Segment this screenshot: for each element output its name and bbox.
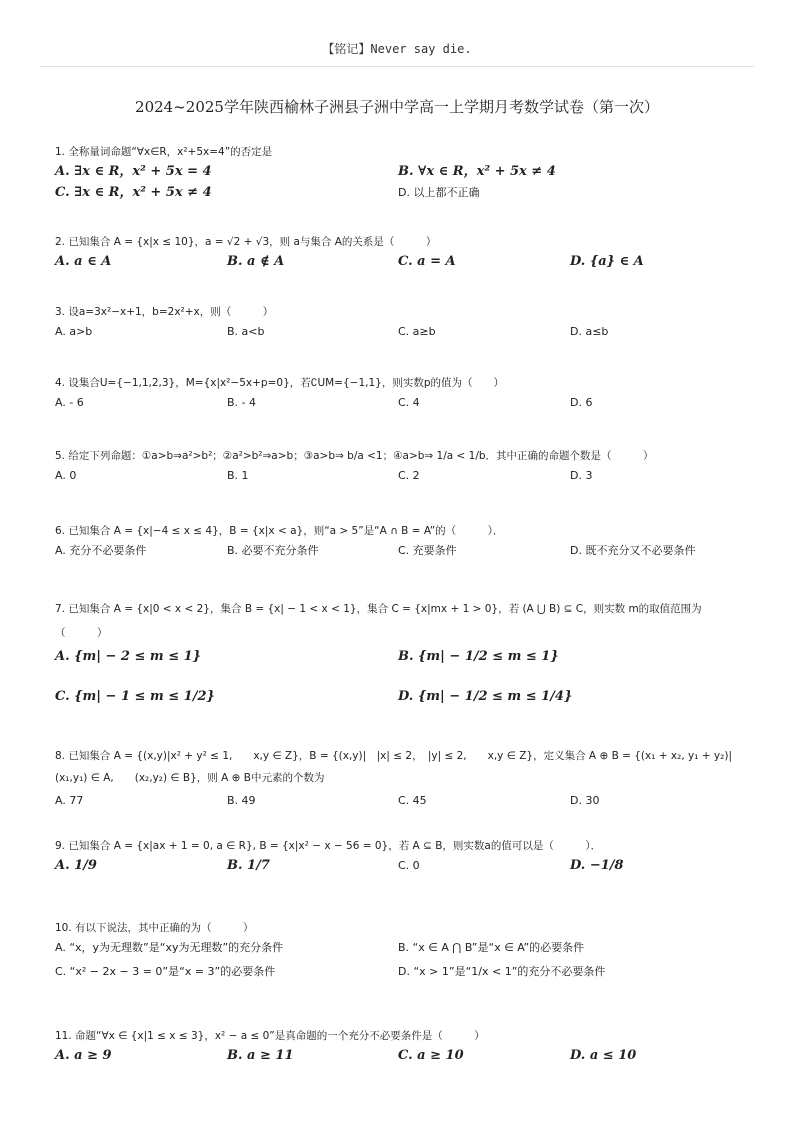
option-d: D. 既不充分又不必要条件 (570, 544, 696, 557)
option-b: B. 1 (227, 469, 249, 482)
option-b: B. 1/7 (227, 858, 270, 873)
option-d: D. {a} ∈ A (570, 254, 644, 269)
option-b: B. {m| − 1/2 ≤ m ≤ 1} (398, 649, 559, 664)
option-b: B. ∀x ∈ R，x² + 5x ≠ 4 (398, 164, 556, 179)
question-4 (55, 375, 745, 414)
option-a: A. 1/9 (55, 858, 97, 873)
question-9 (55, 838, 745, 885)
question-stem: 5. 给定下列命题：①a>b⇒a²>b²；②a²>b²⇒a>b；③a>b⇒ b/a <1；④a>b⇒ 1/a < 1/b．其中正确的命题个数是（ ） (55, 450, 654, 462)
option-a: A. 充分不必要条件 (55, 544, 147, 557)
option-c: C. 4 (398, 396, 420, 409)
option-b: B. a ∉ A (227, 254, 285, 269)
option-b: B. a ≥ 11 (227, 1048, 294, 1063)
page-header-motto: 【铭记】Never say die. (322, 42, 472, 56)
option-c: C. “x² − 2x − 3 = 0”是“x = 3”的必要条件 (55, 965, 276, 978)
option-a: A. - 6 (55, 396, 84, 409)
question-1 (55, 144, 745, 203)
option-c: C. {m| − 1 ≤ m ≤ 1/2} (55, 689, 215, 704)
option-d: D. −1/8 (570, 858, 624, 873)
option-d: D. a ≤ 10 (570, 1048, 637, 1063)
question-5 (55, 448, 745, 487)
option-a: A. ∃x ∈ R，x² + 5x = 4 (55, 164, 212, 179)
question-stem: 11. 命题“∀x ∈ {x|1 ≤ x ≤ 3}，x² − a ≤ 0”是真命题的一个充分不必要条件是（ ） (55, 1030, 485, 1042)
option-b: B. - 4 (227, 396, 257, 409)
option-c: C. 充要条件 (398, 544, 457, 557)
option-c: C. 45 (398, 794, 427, 807)
option-c: C. a ≥ 10 (398, 1048, 464, 1063)
option-d: D. 以上都不正确 (398, 186, 480, 199)
option-d: D. {m| − 1/2 ≤ m ≤ 1/4} (398, 689, 573, 704)
question-stem: 3. 设a=3x²−x+1，b=2x²+x，则（ ） (55, 306, 274, 318)
option-a: A. a ≥ 9 (55, 1048, 112, 1063)
question-stem: 9. 已知集合 A = {x|ax + 1 = 0, a ∈ R}, B = {x|x² − x − 56 = 0}，若 A ⊆ B，则实数a的值可以是（ ）． (55, 840, 602, 852)
question-2 (55, 234, 745, 273)
option-d: D. a≤b (570, 325, 609, 338)
header-divider (40, 66, 754, 67)
option-a: A. 0 (55, 469, 77, 482)
option-a: A. a ∈ A (55, 254, 112, 269)
question-6 (55, 523, 745, 562)
option-c: C. 0 (398, 859, 420, 872)
option-d: D. “x > 1”是“1/x < 1”的充分不必要条件 (398, 965, 606, 978)
question-stem: 8. 已知集合 A = {(x,y)|x² + y² ≤ 1, x,y ∈ Z}，B = {(x,y)| |x| ≤ 2， |y| ≤ 2, x,y ∈ Z}，定义集合 A ⊕ B = {(x₁ + x₂, y₁ + y₂)|(x₁,y₁) ∈ A, (x₂,y₂) ∈ B}，则 A ⊕ B中元素的个数为 (55, 750, 732, 784)
option-a: A. {m| − 2 ≤ m ≤ 1} (55, 649, 202, 664)
option-c: C. a≥b (398, 325, 436, 338)
option-a: A. 77 (55, 794, 84, 807)
option-b: B. a<b (227, 325, 265, 338)
option-c: C. 2 (398, 469, 420, 482)
option-d: D. 30 (570, 794, 600, 807)
question-stem: 6. 已知集合 A = {x|−4 ≤ x ≤ 4}，B = {x|x < a}，则“a > 5”是“A ∩ B = A”的（ ）． (55, 525, 504, 537)
question-stem: 2. 已知集合 A = {x|x ≤ 10}，a = √2 + √3，则 a与集合 A的关系是（ ） (55, 236, 437, 248)
option-a: A. “x，y为无理数”是“xy为无理数”的充分条件 (55, 941, 284, 954)
question-3 (55, 304, 745, 343)
exam-title: 2024~2025学年陕西榆林子洲县子洲中学高一上学期月考数学试卷（第一次） (135, 98, 659, 116)
option-c: C. a = A (398, 254, 456, 269)
option-a: A. a>b (55, 325, 93, 338)
question-stem: 7. 已知集合 A = {x|0 < x < 2}，集合 B = {x| − 1 < x < 1}，集合 C = {x|mx + 1 > 0}，若 (A ⋃ B) ⊆ C，则实数 m的取值范围为（ ） (55, 603, 702, 639)
question-8 (55, 745, 745, 812)
option-b: B. 必要不充分条件 (227, 544, 319, 557)
option-b: B. 49 (227, 794, 256, 807)
question-10 (55, 920, 745, 985)
option-d: D. 3 (570, 469, 593, 482)
question-stem: 1. 全称量词命题“∀x∈R，x²+5x=4”的否定是 (55, 146, 273, 158)
question-stem: 4. 设集合U={−1,1,2,3}，M={x|x²−5x+p=0}，若∁UM={−1,1}，则实数p的值为（ ） (55, 377, 505, 389)
option-b: B. “x ∈ A ⋂ B”是“x ∈ A”的必要条件 (398, 941, 585, 954)
option-d: D. 6 (570, 396, 593, 409)
question-7 (55, 597, 745, 726)
question-stem: 10. 有以下说法，其中正确的为（ ） (55, 922, 254, 934)
question-11 (55, 1028, 745, 1067)
option-c: C. ∃x ∈ R，x² + 5x ≠ 4 (55, 185, 212, 200)
